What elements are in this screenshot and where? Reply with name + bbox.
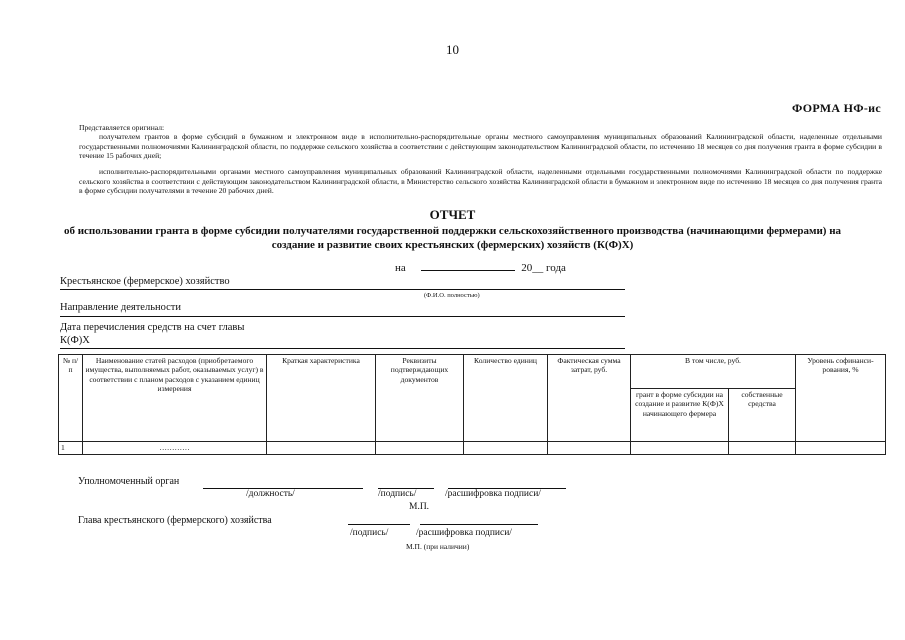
form-code: ФОРМА НФ-ис xyxy=(791,101,881,115)
header-number: № п/п xyxy=(59,355,83,442)
head-signature-line[interactable] xyxy=(348,524,410,525)
farm-name-line[interactable] xyxy=(60,289,625,290)
decode-caption: /расшифровка подписи/ xyxy=(445,489,541,499)
header-expense-items: Наименование статей расходов (приобретаемого имущества, выполняемых работ, оказываемых услуг) в соответствии с планом расходов с указанием единиц измерения xyxy=(83,355,267,442)
date-blank[interactable] xyxy=(421,261,515,271)
direction-line[interactable] xyxy=(60,316,625,317)
row-number: 1 xyxy=(59,442,83,455)
subheader-grant: грант в форме субсидии на создание и развитие К(Ф)Х начинающего фермера xyxy=(631,389,729,442)
expenses-table xyxy=(58,354,886,455)
header-including: В том числе, руб. xyxy=(631,355,796,389)
header-quantity: Количество единиц xyxy=(464,355,548,442)
farm-label: Крестьянское (фермерское) хозяйство xyxy=(60,276,230,287)
fio-note: (Ф.И.О. полностью) xyxy=(424,292,480,299)
transfer-date-label-kfh: К(Ф)Х xyxy=(60,335,90,346)
presented-label: Представляется оригинал: xyxy=(79,123,165,132)
row-quantity-cell[interactable] xyxy=(464,442,548,455)
header-actual-cost: Фактическая сумма затрат, руб. xyxy=(548,355,631,442)
header-cofinancing: Уровень софинанси-рования, % xyxy=(796,355,886,442)
row-own-funds-cell[interactable] xyxy=(729,442,796,455)
transfer-date-line[interactable] xyxy=(60,348,625,349)
header-documents: Реквизиты подтверждающих документов xyxy=(376,355,464,442)
row-description-cell[interactable] xyxy=(267,442,376,455)
head-decode-line[interactable] xyxy=(420,524,538,525)
row-grant-cell[interactable] xyxy=(631,442,729,455)
paragraph-recipient: получателем грантов в форме субсидий в бумажном и электронном виде в исполнительно-распорядительные органы местного самоуправления муниципальных образований Калининградской области, наделенные отдельными государственными полномочиями Калининградской области, по поддержке сельского хозяйства в соответствии с действующим законодательством Калининградской области, по истечению 18 месяцев со дня получения гранта в форме субсидии в течение 15 рабочих дней; xyxy=(79,132,882,161)
row-cost-cell[interactable] xyxy=(548,442,631,455)
direction-label: Направление деятельности xyxy=(60,302,181,313)
head-signature-caption: /подпись/ xyxy=(350,528,389,538)
row-expense-item[interactable]: ………… xyxy=(83,442,267,455)
paragraph-authority: исполнительно-распорядительными органами местного самоуправления муниципальных образований Калининградской области, наделенными отдельными государственными полномочиями Калининградской области по поддержке сельского хозяйства в соответствии с действующим законодательством Калининградской области, в Министерство сельского хозяйства Калининградской области в бумажном и электронном виде по истечению 18 месяцев со дня получения гранта в форме субсидии получателями в течение 20 рабочих дней. xyxy=(79,167,882,196)
report-title: ОТЧЕТ xyxy=(429,207,476,222)
head-seal: М.П. (при наличии) xyxy=(406,542,470,551)
head-decode-caption: /расшифровка подписи/ xyxy=(416,528,512,538)
row-cofinancing-cell[interactable] xyxy=(796,442,886,455)
position-caption: /должность/ xyxy=(246,489,295,499)
subheader-own-funds: собственные средства xyxy=(729,389,796,442)
header-description: Краткая характеристика xyxy=(267,355,376,442)
date-year: 20__ года xyxy=(521,262,566,274)
signature-caption: /подпись/ xyxy=(378,489,417,499)
date-prefix: на xyxy=(395,262,406,274)
head-label: Глава крестьянского (фермерского) хозяйства xyxy=(78,515,272,526)
report-date-line xyxy=(395,261,566,274)
row-documents-cell[interactable] xyxy=(376,442,464,455)
report-subtitle: об использовании гранта в форме субсидии получателями государственной поддержки сельскохозяйственного производства (начинающими фермерами) на создание и развитие своих крестьянских (фермерских) хозяйств (К(Ф)Х) xyxy=(63,225,842,251)
transfer-date-label: Дата перечисления средств на счет главы xyxy=(60,322,245,333)
authority-seal: М.П. xyxy=(409,502,430,512)
page-number: 10 xyxy=(446,42,459,57)
authority-label: Уполномоченный орган xyxy=(78,476,180,487)
